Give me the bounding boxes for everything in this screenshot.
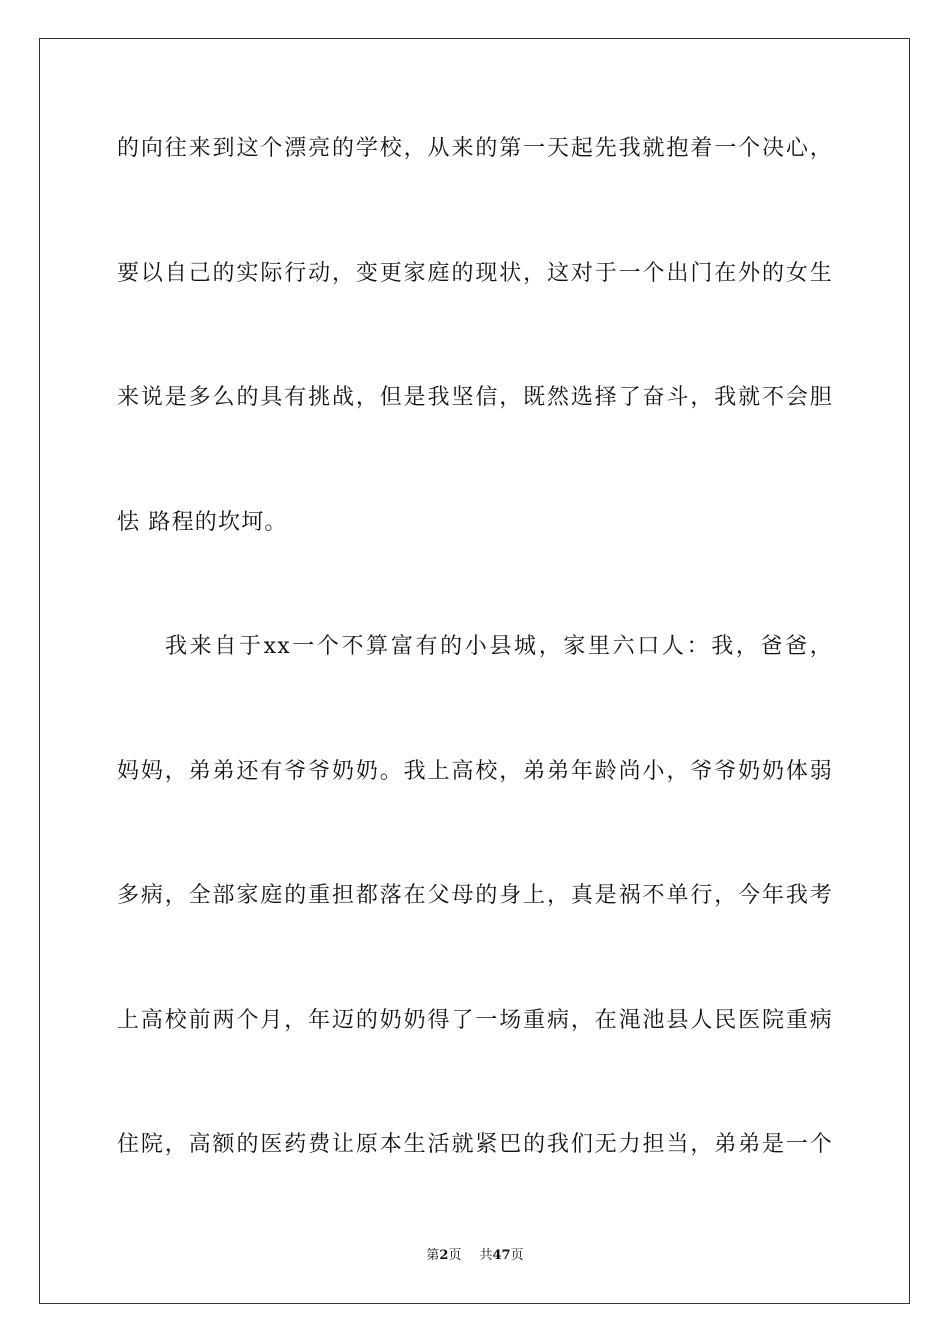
body-line-3: 来说是多么的具有挑战，但是我坚信，既然选择了奋斗，我就不会胆 (117, 385, 833, 410)
total-label-prefix: 共 (479, 1248, 493, 1263)
page-label-suffix: 页 (448, 1248, 462, 1263)
page-border (39, 38, 910, 1304)
page-footer (0, 1246, 950, 1266)
total-label-suffix: 页 (510, 1248, 524, 1263)
body-line-7: 多病，全部家庭的重担都落在父母的身上，真是祸不单行，今年我考 (117, 883, 833, 908)
total-pages: 47 (492, 1248, 511, 1263)
page-label-prefix: 第 (426, 1248, 440, 1263)
body-line-9: 住院，高额的医药费让原本生活就紧巴的我们无力担当，弟弟是一个 (117, 1132, 833, 1157)
page-number: 2 (439, 1248, 449, 1263)
body-line-1: 的向往来到这个漂亮的学校，从来的第一天起先我就抱着一个决心， (117, 136, 833, 161)
body-line-4: 怯 路程的坎坷。 (117, 510, 288, 535)
body-line-5: 我来自于xx一个不算富有的小县城，家里六口人：我，爸爸， (165, 634, 833, 659)
body-line-6: 妈妈，弟弟还有爷爷奶奶。我上高校，弟弟年龄尚小，爷爷奶奶体弱 (117, 759, 833, 784)
body-line-8: 上高校前两个月，年迈的奶奶得了一场重病，在渑池县人民医院重病 (117, 1008, 833, 1033)
body-line-2: 要以自己的实际行动，变更家庭的现状，这对于一个出门在外的女生 (117, 261, 833, 286)
